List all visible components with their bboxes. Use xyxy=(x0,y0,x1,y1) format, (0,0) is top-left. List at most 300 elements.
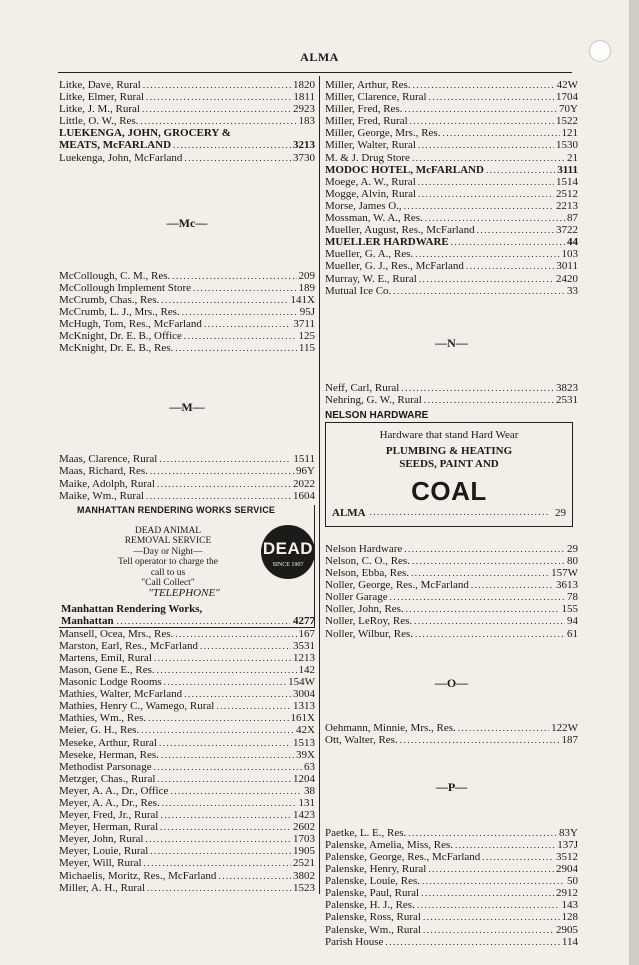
listing-row xyxy=(325,152,578,164)
listing-phone: 2905 xyxy=(556,923,578,936)
listing-name: Meyer, A. A., Dr., Office xyxy=(59,784,169,797)
listing-row xyxy=(325,899,578,911)
listing-name: Litke, Dave, Rural xyxy=(59,79,141,91)
listing-phone: 94 xyxy=(567,615,578,628)
listing-row xyxy=(325,851,578,863)
listing-name: Nelson, C. O., Res. xyxy=(325,554,410,567)
listing-phone: 114 xyxy=(561,935,578,948)
dot-leader xyxy=(411,567,549,579)
dot-leader xyxy=(408,827,557,839)
listing-name: Moege, A. W., Rural xyxy=(325,175,416,188)
listing-name: Methodist Parsonage xyxy=(59,760,152,773)
listing-row xyxy=(59,139,315,151)
listing-row xyxy=(325,164,578,176)
listing-phone: 50 xyxy=(567,875,578,888)
listing-row xyxy=(325,603,578,615)
listing-name: Ott, Walter, Res. xyxy=(325,733,398,746)
ad-line: SEEDS, PAINT AND xyxy=(399,457,499,470)
listing-row xyxy=(59,652,315,664)
listing-phone: 3730 xyxy=(293,151,315,164)
listing-name: Palenske, Paul, Rural xyxy=(325,887,420,900)
listing-name: MEATS, McFARLAND xyxy=(59,139,172,152)
listing-row xyxy=(59,809,315,821)
listing-phone: 137J xyxy=(557,838,578,851)
listing-row xyxy=(325,188,578,200)
listing-name: Palenske, Wm., Rural xyxy=(325,923,422,936)
listing-name: Meyer, Louie, Rural xyxy=(59,845,149,858)
ad-company-line: Manhattan xyxy=(61,614,114,627)
listing-row xyxy=(325,260,578,272)
listing-name: Little, O. W., Res. xyxy=(59,115,139,128)
right-column xyxy=(325,79,578,948)
ad-title: MANHATTAN RENDERING WORKS SERVICE xyxy=(77,504,276,515)
dot-leader xyxy=(200,640,291,652)
dot-leader xyxy=(419,273,554,285)
dot-leader xyxy=(150,845,291,857)
listing-row xyxy=(59,749,315,761)
dot-leader xyxy=(170,785,302,797)
dot-leader xyxy=(404,103,557,115)
listing-phone: 209 xyxy=(298,269,315,282)
listing-row xyxy=(325,273,578,285)
listing-phone: 142 xyxy=(298,663,315,676)
ad-line: call to us xyxy=(150,567,186,578)
spacer xyxy=(325,527,578,543)
listing-phone: 125 xyxy=(298,330,315,343)
ad-box xyxy=(325,422,573,527)
listing-name: Marston, Earl, Res., McFarland xyxy=(59,639,198,652)
listing-name: M. & J. Drug Store xyxy=(325,151,410,164)
listing-row xyxy=(59,821,315,833)
spacer xyxy=(325,746,578,774)
listing-name: Oehmann, Minnie, Mrs., Res. xyxy=(325,721,456,734)
listing-name: Litke, J. M., Rural xyxy=(59,103,140,116)
dot-leader xyxy=(406,603,560,615)
listing-name: Meyer, Fred, Jr., Rural xyxy=(59,809,159,822)
listing-row xyxy=(325,628,578,640)
listing-name: Meseke, Arthur, Rural xyxy=(59,736,157,749)
listing-phone: 1204 xyxy=(293,772,315,785)
listing-phone: 1522 xyxy=(556,115,578,128)
ad-line: PLUMBING & HEATING xyxy=(385,444,513,457)
listing-phone: 3531 xyxy=(293,639,315,652)
listing-row xyxy=(59,761,315,773)
listing-row xyxy=(325,579,578,591)
listing-row xyxy=(325,887,578,899)
listing-phone: 131 xyxy=(298,797,315,809)
dot-leader xyxy=(161,749,294,761)
dot-leader xyxy=(410,115,554,127)
dot-leader xyxy=(421,887,554,899)
listing-name: McCrumb, Chas., Res. xyxy=(59,293,160,306)
listing-name: Michaelis, Moritz, Res., McFarland xyxy=(59,869,217,882)
dot-leader xyxy=(414,615,565,627)
listing-name: McCollough, C. M., Res. xyxy=(59,269,171,282)
ad-phone: 29 xyxy=(555,506,566,519)
listing-row xyxy=(59,342,315,354)
listing-name: Mathies, Wm., Res. xyxy=(59,712,147,725)
listing-phone: 1905 xyxy=(293,845,315,858)
listing-row xyxy=(59,453,315,465)
ad-title: NELSON HARDWARE xyxy=(325,409,429,421)
listing-phone: 70Y xyxy=(559,103,578,116)
listing-phone: 3722 xyxy=(556,224,578,237)
listing-name: Miller, Fred, Rural xyxy=(325,115,408,128)
listing-phone: 103 xyxy=(561,248,578,261)
ad-phone: 4277 xyxy=(293,614,315,627)
dot-leader xyxy=(160,809,291,821)
dot-leader xyxy=(428,863,554,875)
listing-phone: 2420 xyxy=(556,272,578,285)
listing-phone: 1704 xyxy=(556,91,578,104)
listing-phone: 96Y xyxy=(296,465,315,478)
listing-phone: 115 xyxy=(298,342,315,355)
badge-since: SINCE 1907 xyxy=(272,561,304,568)
listing-phone: 183 xyxy=(298,115,315,128)
listing-name: Meyer, A. A., Dr., Res. xyxy=(59,797,160,809)
listing-name: Mathies, Henry C., Wamego, Rural xyxy=(59,700,215,713)
dot-leader xyxy=(401,382,554,394)
listing-row xyxy=(325,285,578,297)
dot-leader xyxy=(141,724,294,736)
listing-row xyxy=(325,248,578,260)
listing-phone: 1213 xyxy=(293,651,315,664)
listing-phone: 29 xyxy=(567,542,578,555)
listing-row xyxy=(59,628,315,640)
dot-leader xyxy=(172,270,296,282)
listing-phone: 63 xyxy=(304,760,315,773)
dot-leader xyxy=(157,478,291,490)
listing-row xyxy=(59,857,315,869)
listing-phone: 189 xyxy=(298,281,315,294)
listing-row xyxy=(325,734,578,746)
dot-leader xyxy=(154,761,302,773)
listing-phone: 1703 xyxy=(293,833,315,846)
listing-row xyxy=(59,478,315,490)
listing-row xyxy=(59,870,315,882)
listing-name: Miller, A. H., Rural xyxy=(59,881,146,894)
listing-phone: 122W xyxy=(551,721,578,734)
listing-name: Nelson Hardware xyxy=(325,542,403,555)
listing-name: Noller Garage xyxy=(325,591,388,604)
listing-row xyxy=(59,115,315,127)
dot-leader xyxy=(164,676,286,688)
listing-row xyxy=(59,294,315,306)
listing-name: Miller, Clarence, Rural xyxy=(325,91,427,104)
listing-phone: 3111 xyxy=(557,163,578,176)
ad-line: —Day or Night— xyxy=(133,546,203,557)
listing-row xyxy=(59,282,315,294)
ad-line: DEAD ANIMAL xyxy=(134,525,202,536)
listing-phone: 167 xyxy=(298,627,315,640)
listing-phone: 78 xyxy=(567,591,578,604)
dot-leader xyxy=(157,664,297,676)
listing-phone: 2022 xyxy=(293,477,315,490)
listing-row: LUEKENGA, JOHN, GROCERY & xyxy=(59,127,231,140)
section-heading: —N— xyxy=(435,335,468,350)
page-header: ALMA xyxy=(300,50,339,64)
listing-phone: 157W xyxy=(551,567,578,580)
listing-name: Miller, George, Mrs., Res. xyxy=(325,127,441,140)
listing-name: Palenske, Ross, Rural xyxy=(325,911,421,924)
listing-phone: 121 xyxy=(561,127,578,140)
listing-name: Mathies, Walter, McFarland xyxy=(59,688,183,701)
dot-leader xyxy=(429,91,554,103)
listing-phone: 1604 xyxy=(293,489,315,502)
spacer xyxy=(59,354,315,394)
listing-row xyxy=(325,382,578,394)
listing-row xyxy=(59,737,315,749)
listing-phone: 39X xyxy=(296,748,315,761)
dot-leader xyxy=(455,839,555,851)
listing-phone: 3711 xyxy=(293,318,315,331)
listing-row xyxy=(59,664,315,676)
dot-leader xyxy=(415,628,565,640)
listing-name: Noller, George, Res., McFarland xyxy=(325,579,469,592)
listing-phone: 2512 xyxy=(556,187,578,200)
listing-phone: 3613 xyxy=(556,579,578,592)
listing-name: Palenske, George, Res., McFarland xyxy=(325,851,481,863)
listing-name: McHugh, Tom, Res., McFarland xyxy=(59,318,202,331)
dot-leader xyxy=(184,688,291,700)
listing-row xyxy=(325,79,578,91)
listing-name: Mueller, G. A., Res. xyxy=(325,248,414,261)
ad-body xyxy=(83,526,253,589)
listing-row xyxy=(59,712,315,724)
listing-name: Mossman, W. A., Res. xyxy=(325,212,423,225)
listing-row xyxy=(59,676,315,688)
listing-row xyxy=(59,152,315,164)
listing-phone: 128 xyxy=(561,911,578,924)
listing-phone: 1523 xyxy=(293,881,315,894)
dot-leader xyxy=(150,465,294,477)
listing-phone: 3512 xyxy=(556,851,578,863)
listing-row xyxy=(325,139,578,151)
listing-phone: 1820 xyxy=(293,79,315,91)
listing-name: Palenske, Amelia, Miss, Res. xyxy=(325,838,454,851)
listing-phone: 61 xyxy=(567,627,578,640)
spacer xyxy=(59,420,315,453)
listing-name: Maike, Adolph, Rural xyxy=(59,477,155,490)
listing-name: Luekenga, John, McFarland xyxy=(59,151,183,164)
listing-row xyxy=(59,103,315,115)
listing-phone: 1811 xyxy=(293,91,315,104)
listing-row xyxy=(325,91,578,103)
ad-telephone-label: "TELEPHONE" xyxy=(148,586,220,599)
listing-row xyxy=(59,490,315,502)
listing-row xyxy=(325,176,578,188)
header-rule xyxy=(58,72,572,73)
dot-leader xyxy=(451,236,565,248)
page-edge-shadow xyxy=(629,0,639,965)
listing-name: Meseke, Herman, Res. xyxy=(59,748,159,761)
listing-row xyxy=(325,115,578,127)
dot-leader xyxy=(157,773,291,785)
listing-row xyxy=(325,827,578,839)
dot-leader xyxy=(477,224,554,236)
dot-leader xyxy=(146,490,291,502)
listing-name: Meyer, John, Rural xyxy=(59,833,144,846)
listing-phone: 3213 xyxy=(293,139,315,152)
listing-row xyxy=(59,773,315,785)
listing-row xyxy=(325,722,578,734)
listing-name: Morse, James O., xyxy=(325,199,402,212)
listing-row xyxy=(325,911,578,923)
dot-leader xyxy=(173,139,291,151)
dot-leader xyxy=(413,79,555,91)
ad-town: ALMA xyxy=(332,506,366,519)
dot-leader xyxy=(423,911,560,923)
listing-row xyxy=(59,640,315,652)
badge-word: DEAD xyxy=(262,538,314,558)
listing-row xyxy=(59,845,315,857)
listing-phone: 83Y xyxy=(559,826,578,839)
listing-phone: 80 xyxy=(567,554,578,567)
spacer xyxy=(325,297,578,330)
dot-leader xyxy=(160,821,291,833)
listing-name: Noller, LeRoy, Res. xyxy=(325,615,413,628)
listing-phone: 2521 xyxy=(293,857,315,870)
dot-leader xyxy=(471,579,554,591)
listing-row xyxy=(59,465,315,477)
listing-phone: 187 xyxy=(561,733,578,746)
spacer xyxy=(325,640,578,670)
listing-name: Noller, John, Res. xyxy=(325,603,404,616)
dot-leader xyxy=(400,734,560,746)
listing-name: Mueller, August, Res., McFarland xyxy=(325,224,475,237)
listing-phone: 1514 xyxy=(556,175,578,188)
dot-leader xyxy=(143,79,291,91)
listing-name: Miller, Walter, Rural xyxy=(325,139,416,152)
dot-leader xyxy=(422,875,565,887)
listing-name: Maas, Richard, Res. xyxy=(59,465,148,478)
dead-badge-logo xyxy=(261,525,315,579)
listing-name: Meier, G. H., Res. xyxy=(59,724,140,737)
listing-row xyxy=(325,236,578,248)
listing-row xyxy=(59,91,315,103)
dot-leader xyxy=(161,294,288,306)
dot-leader xyxy=(218,870,291,882)
dot-leader xyxy=(184,152,291,164)
listing-name: Meyer, Herman, Rural xyxy=(59,821,159,834)
listing-name: Parish House xyxy=(325,935,384,948)
listing-row xyxy=(325,936,578,948)
dot-leader xyxy=(458,722,549,734)
dot-leader xyxy=(417,899,560,911)
listing-phone: 1530 xyxy=(556,139,578,152)
listing-name: MODOC HOTEL, McFARLAND xyxy=(325,163,484,176)
dot-leader xyxy=(147,882,291,894)
listing-phone: 2923 xyxy=(293,103,315,116)
dot-leader xyxy=(184,330,297,342)
listing-phone: 3823 xyxy=(556,381,578,394)
manhattan-rendering-ad xyxy=(59,505,315,628)
ad-line: REMOVAL SERVICE xyxy=(124,536,212,547)
listing-name: Mutual Ice Co. xyxy=(325,284,392,297)
dot-leader xyxy=(418,139,554,151)
listing-row xyxy=(325,543,578,555)
listing-name: Martens, Emil, Rural xyxy=(59,651,152,664)
ad-company xyxy=(61,603,315,627)
listing-row xyxy=(59,833,315,845)
listing-row xyxy=(325,200,578,212)
listing-row xyxy=(325,591,578,603)
spacer xyxy=(59,164,315,210)
dot-leader xyxy=(159,453,291,465)
listing-name: Murray, W. E., Rural xyxy=(325,272,417,285)
listing-phone: 3011 xyxy=(556,260,578,273)
listing-phone: 1313 xyxy=(293,700,315,713)
dot-leader xyxy=(482,851,554,863)
listing-name: Neff, Carl, Rural xyxy=(325,381,400,394)
listing-name: Metzger, Chas., Rural xyxy=(59,772,156,785)
listing-name: Litke, Elmer, Rural xyxy=(59,91,145,104)
dot-leader xyxy=(159,737,291,749)
listing-row xyxy=(325,863,578,875)
listing-row xyxy=(325,924,578,936)
listing-row xyxy=(325,212,578,224)
listing-phone: 42X xyxy=(296,724,315,737)
listing-phone: 2904 xyxy=(556,863,578,876)
dot-leader xyxy=(404,200,554,212)
listing-row xyxy=(59,882,315,894)
dot-leader xyxy=(182,306,298,318)
listing-phone: 95J xyxy=(299,305,315,318)
listing-phone: 21 xyxy=(567,151,578,164)
dot-leader xyxy=(412,555,565,567)
dot-leader xyxy=(442,127,559,139)
listing-phone: 44 xyxy=(567,236,578,249)
dot-leader xyxy=(193,282,297,294)
listing-phone: 1513 xyxy=(293,736,315,749)
dot-leader xyxy=(216,700,291,712)
dot-leader xyxy=(393,285,565,297)
listing-row xyxy=(325,394,578,406)
listing-row xyxy=(325,615,578,627)
listing-row xyxy=(59,79,315,91)
section-heading: —M— xyxy=(169,400,205,415)
listing-name: Palenske, Louie, Res. xyxy=(325,875,421,888)
ad-big-word: COAL xyxy=(411,475,487,506)
listing-phone: 2213 xyxy=(556,199,578,212)
listing-row xyxy=(59,785,315,797)
dot-leader xyxy=(486,164,555,176)
listing-name: McCrumb, L. J., Mrs., Res. xyxy=(59,305,180,318)
listing-row xyxy=(325,103,578,115)
section-heading: —O— xyxy=(434,675,469,690)
ad-line: Tell operator to charge the xyxy=(118,557,218,568)
listing-phone: 38 xyxy=(304,784,315,797)
dot-leader xyxy=(142,103,291,115)
listing-row xyxy=(325,127,578,139)
listing-row xyxy=(59,270,315,282)
listing-phone: 161X xyxy=(290,712,315,725)
listing-row xyxy=(59,306,315,318)
listing-name: Miller, Arthur, Res. xyxy=(325,79,411,91)
spacer xyxy=(59,236,315,270)
ad-tagline: Hardware that stand Hard Wear xyxy=(379,428,519,441)
listing-name: Noller, Wilbur, Res. xyxy=(325,627,413,640)
listing-row xyxy=(325,555,578,567)
listing-row xyxy=(59,724,315,736)
dot-leader xyxy=(175,342,297,354)
listing-phone: 1511 xyxy=(293,453,315,466)
listing-name: Paetke, L. E., Res. xyxy=(325,826,407,839)
listing-name: Mansell, Ocea, Mrs., Res. xyxy=(59,627,174,640)
listing-name: Mason, Gene E., Res. xyxy=(59,663,155,676)
listing-phone: 155 xyxy=(561,603,578,616)
dot-leader xyxy=(390,591,565,603)
